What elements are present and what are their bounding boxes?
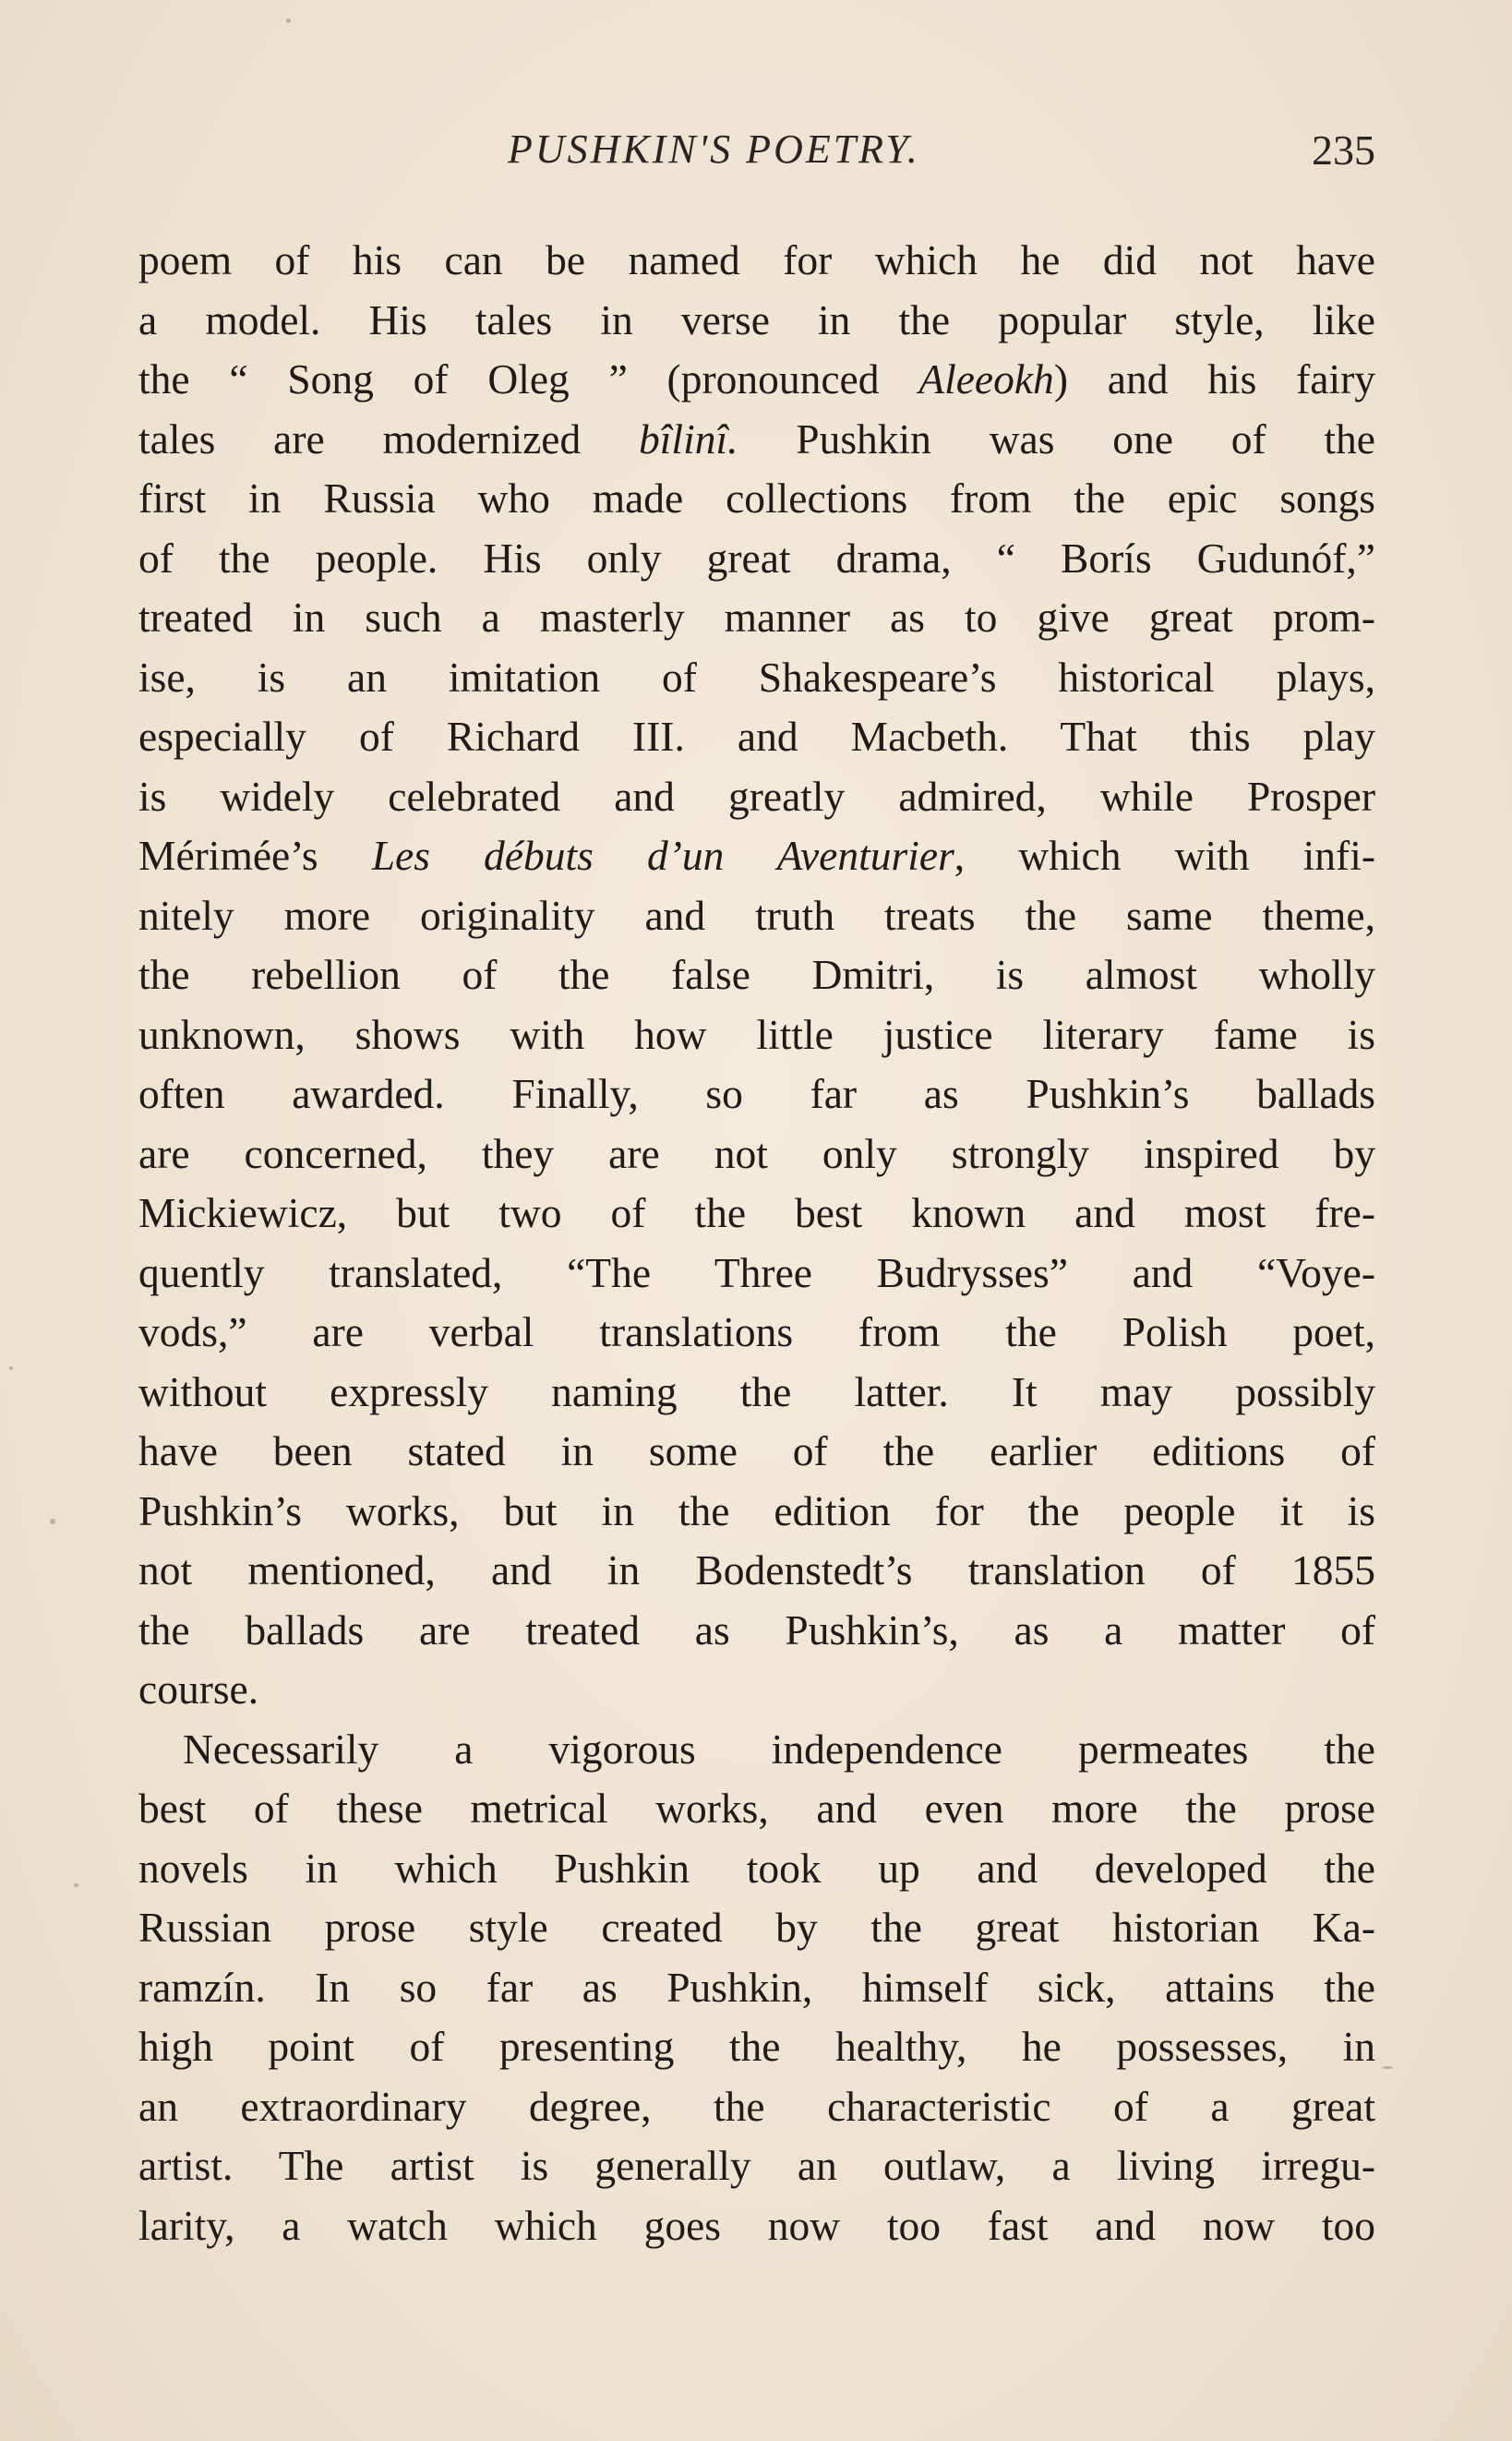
text-line (138, 350, 1375, 410)
text-line (138, 826, 1375, 886)
text-line: have been stated in some of the earlier editions of (138, 1427, 1375, 1474)
text-segment: Pushkin was one of the (738, 415, 1375, 463)
paper-speck (50, 1519, 55, 1524)
paper-speck (1382, 2066, 1393, 2069)
text-line: novels in which Pushkin took up and developed the (138, 1844, 1375, 1892)
text-segment: ) and his fairy (1053, 355, 1375, 403)
text-line: an extraordinary degree, the characteristic of a great (138, 2082, 1375, 2130)
text-line: is widely celebrated and greatly admired, while Prosper (138, 772, 1375, 820)
running-title: PUSHKIN'S POETRY. (508, 126, 920, 172)
text-line: of the people. His only great drama, “ Borís Gudunóf,” (138, 534, 1375, 582)
text-line (138, 410, 1375, 470)
text-line: not mentioned, and in Bodenstedt’s translation of 1855 (138, 1546, 1375, 1593)
paragraph-1 (138, 231, 1375, 1720)
text-line: Russian prose style created by the great historian Ka- (138, 1904, 1375, 1951)
text-line: nitely more originality and truth treats the same theme, (138, 891, 1375, 939)
running-head (138, 126, 1375, 181)
paper-speck (74, 1883, 78, 1887)
text-line: a model. His tales in verse in the popular style, like (138, 295, 1375, 343)
page-number: 235 (1312, 126, 1375, 174)
paragraph-2 (138, 1720, 1375, 2256)
text-line: artist. The artist is generally an outlaw, a living irregu- (138, 2142, 1375, 2189)
text-line: quently translated, “The Three Budrysses” and “Voye- (138, 1248, 1375, 1296)
text-segment: the “ Song of Oleg ” (pronounced (138, 355, 919, 403)
text-segment: Mérimée’s (138, 832, 372, 879)
text-line: are concerned, they are not only strongly inspired by (138, 1129, 1375, 1177)
text-line: ise, is an imitation of Shakespeare’s historical plays, (138, 653, 1375, 701)
text-line: poem of his can be named for which he did not have (138, 236, 1375, 283)
text-line: Necessarily a vigorous independence permeates the (183, 1725, 1375, 1773)
text-line: high point of presenting the healthy, he possesses, in (138, 2023, 1375, 2070)
text-line: treated in such a masterly manner as to give great prom- (138, 594, 1375, 641)
text-segment: tales are modernized (138, 415, 640, 463)
text-line: first in Russia who made collections from the epic songs (138, 475, 1375, 522)
text-line: ramzín. In so far as Pushkin, himself sick, attains the (138, 1963, 1375, 2011)
paper-speck (286, 18, 291, 23)
text-line: course. (138, 1665, 259, 1713)
text-line: the ballads are treated as Pushkin’s, as a matter of (138, 1605, 1375, 1653)
text-line: especially of Richard III. and Macbeth. That this play (138, 713, 1375, 760)
paper-speck (9, 1366, 13, 1370)
text-line: unknown, shows with how little justice literary fame is (138, 1010, 1375, 1058)
text-line: without expressly naming the latter. It may possibly (138, 1367, 1375, 1415)
text-segment: , which with infi- (954, 832, 1375, 879)
text-line: Mickiewicz, but two of the best known and most fre- (138, 1189, 1375, 1236)
text-line: best of these metrical works, and even more the prose (138, 1785, 1375, 1832)
text-line: the rebellion of the false Dmitri, is almost wholly (138, 951, 1375, 998)
italic-term: bîlinî. (639, 415, 738, 463)
text-line: vods,” are verbal translations from the Polish poet, (138, 1308, 1375, 1355)
text-line: larity, a watch which goes now too fast and now too (138, 2201, 1375, 2249)
italic-term: Aleeokh (918, 355, 1054, 403)
body-text (138, 231, 1375, 2255)
text-line: Pushkin’s works, but in the edition for the people it is (138, 1486, 1375, 1534)
italic-title: Les débuts d’un Aventurier (371, 832, 954, 879)
text-line: often awarded. Finally, so far as Pushkin’s ballads (138, 1070, 1375, 1117)
